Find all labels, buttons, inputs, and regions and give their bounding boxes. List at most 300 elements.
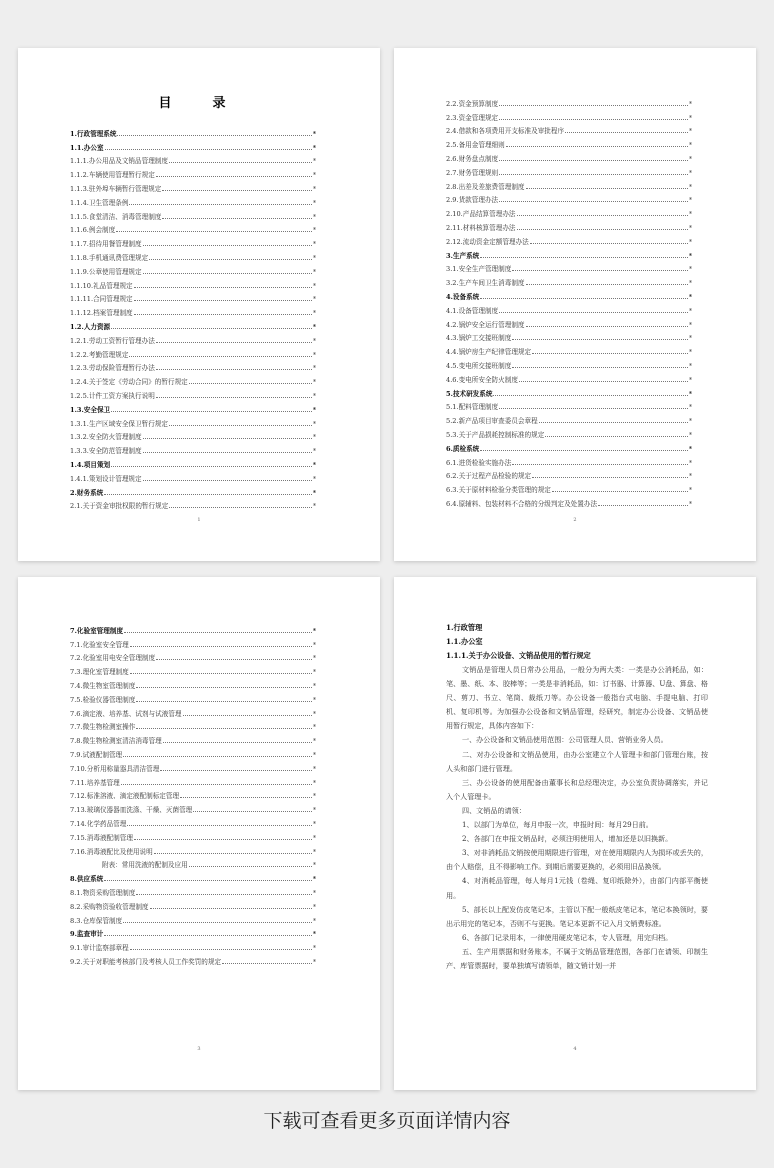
toc-marker: * [313,958,316,966]
toc-leader-dots [136,728,312,729]
toc-entry[interactable] [70,731,316,745]
toc-leader-dots [143,273,312,274]
toc-entry[interactable] [446,135,692,149]
toc-marker: * [689,431,692,439]
toc-marker: * [313,365,316,373]
toc-leader-dots [183,715,313,716]
toc-marker: * [689,473,692,481]
toc-marker: * [313,213,316,221]
toc-entry[interactable] [70,124,316,138]
toc-leader-dots [156,397,312,398]
toc-leader-dots [530,243,688,244]
toc-leader-dots [129,204,312,205]
toc-entry-text: 7.化验室管理制度 [70,626,124,635]
toc-entry-text: 1.4.项目策划 [70,460,111,469]
toc-marker: * [313,420,316,428]
toc-marker: * [313,392,316,400]
toc-leader-dots [124,632,312,633]
content-page-4 [394,577,756,1090]
toc-entry[interactable] [70,690,316,704]
paragraph: 四、文销品的请领： [462,805,526,815]
toc-leader-dots [150,908,312,909]
toc-leader-dots [111,411,312,412]
toc-marker: * [313,779,316,787]
toc-entry[interactable] [70,345,316,359]
toc-leader-dots [480,298,688,299]
toc-leader-dots [163,742,312,743]
toc-entry-text: 7.10.分析用称量器具清洁管理 [70,764,160,773]
toc-entry-text: 7.5.检验仪器管理制度 [70,695,136,704]
toc-entry[interactable] [70,207,316,221]
toc-entry[interactable] [70,842,316,856]
toc-entry-text: 7.2.化验室用电安全管理制度 [70,654,156,663]
toc-entry-text: 7.9.试液配制管理 [70,750,123,759]
toc-entry-text: 1.1.1.办公用品及文销品管理制度 [70,157,168,166]
toc-entry-text: 6.3.关于原材料检验分类管理的规定 [446,486,551,495]
toc-marker: * [689,349,692,357]
toc-marker: * [313,669,316,677]
toc-entry[interactable] [70,138,316,152]
toc-leader-dots [123,922,312,923]
toc-entry[interactable] [70,635,316,649]
toc-entry-text: 2.5.备用金管理细则 [446,141,505,150]
toc-entry[interactable] [70,193,316,207]
toc-leader-dots [480,257,688,258]
page-number: 2 [573,517,577,523]
toc-entry-text: 1.1.8.手机通讯费管理规定 [70,253,149,262]
toc-entry-text: 9.1.审计监察部章程 [70,944,129,953]
toc-marker: * [689,362,692,370]
toc-entry-text: 6.2.关于过程产品检验的规定 [446,472,532,481]
toc-leader-dots [104,494,312,495]
toc-entry[interactable] [446,177,692,191]
toc-marker: * [313,696,316,704]
toc-entry[interactable] [446,287,692,301]
toc-entry-text: 2.4.借款和各项费用开支标准及审批程序 [446,127,565,136]
toc-entry[interactable] [70,911,316,925]
toc-marker: * [313,765,316,773]
toc-entry-text: 1.3.安全保卫 [70,405,111,414]
toc-leader-dots [526,284,688,285]
paragraph: 1、以部门为单位，每月申报一次，申报时间：每月29日前。 [462,820,653,830]
toc-entry[interactable] [446,453,692,467]
toc-marker: * [689,100,692,108]
toc-marker: * [313,945,316,953]
toc-leader-dots [134,287,312,288]
toc-marker: * [689,266,692,274]
toc-entry-text: 2.9.货款管理办法 [446,196,499,205]
toc-marker: * [313,282,316,290]
toc-marker: * [313,185,316,193]
toc-entry[interactable] [446,398,692,412]
toc-marker: * [689,335,692,343]
toc-leader-dots [222,963,312,964]
toc-entry-text: 1.1.10.礼品管理规定 [70,281,133,290]
toc-entry[interactable] [70,290,316,304]
toc-entry[interactable] [70,925,316,939]
toc-entry[interactable] [446,467,692,481]
toc-entry-text: 1.1.3.驻外埠车辆暂行管理规定 [70,184,162,193]
toc-entry[interactable] [446,301,692,315]
toc-marker: * [313,641,316,649]
toc-marker: * [689,459,692,467]
toc-entry[interactable] [70,248,316,262]
toc-marker: * [313,724,316,732]
toc-marker: * [689,183,692,191]
toc-entry[interactable] [446,204,692,218]
toc-entry-text: 1.2.3.劳动保险管理暂行办法 [70,364,155,373]
toc-entry-text: 1.1.11.合同管理规定 [70,295,133,304]
toc-marker: * [312,627,316,635]
toc-leader-dots [526,188,688,189]
toc-leader-dots [134,300,312,301]
toc-entry-text: 4.5.变电所交接班制度 [446,361,512,370]
toc-leader-dots [545,436,688,437]
toc-entry-text: 6.4.原辅料、包装材料不合格的分级判定及处置办法 [446,499,598,508]
toc-leader-dots [136,894,312,895]
toc-entry-text: 1.2.2.考勤管理规定 [70,350,129,359]
toc-entry[interactable] [70,952,316,966]
toc-entry-text: 4.6.变电所安全防火制度 [446,375,518,384]
toc-leader-dots [532,353,688,354]
toc-leader-dots [154,853,312,854]
toc-entry[interactable] [446,494,692,508]
toc-entry-text: 7.11.培养基管理 [70,778,120,787]
toc-entry[interactable] [70,469,316,483]
toc-entry[interactable] [70,455,316,469]
toc-entry[interactable] [446,411,692,425]
toc-marker: * [689,321,692,329]
paragraph: 二、对办公设备和文销品使用，由办公室建立个人管理卡和部门管理台账，按人头和部门进行管理。 [446,749,708,773]
toc-leader-dots [129,356,312,357]
toc-marker: * [313,917,316,925]
toc-entry[interactable] [446,122,692,136]
toc-entry[interactable] [446,218,692,232]
toc-entry-text: 3.1.安全生产管理制度 [446,265,512,274]
toc-entry[interactable] [70,745,316,759]
paragraph: 6、各部门记录用本，一律使用硬皮笔记本，专人管理，用完归档。 [462,932,673,942]
toc-marker: * [313,268,316,276]
toc-marker: * [313,199,316,207]
toc-leader-dots [156,659,312,660]
toc-marker: * [689,376,692,384]
toc-entry[interactable] [446,342,692,356]
toc-entry-text: 2.10.产品结算管理办法 [446,210,516,219]
toc-leader-dots [598,505,688,506]
download-more-link[interactable]: 下载可查看更多页面详情内容 [263,1110,511,1132]
paragraphs [446,663,708,973]
toc-marker: * [313,793,316,801]
toc-leader-dots [123,756,312,757]
toc-leader-dots [499,105,688,106]
toc-entry-text: 2.7.财务管理规则 [446,168,499,177]
toc-leader-dots [539,422,688,423]
toc-entry[interactable] [446,163,692,177]
toc-marker: * [313,310,316,318]
paragraph: 4、对消耗品管理，每人每月1元钱（卷绳、复印纸除外），由部门内部平衡使用。 [446,876,708,900]
toc-entry[interactable] [446,439,692,453]
toc-entry[interactable] [446,94,692,108]
toc-leader-dots [143,452,312,453]
toc-entry[interactable] [70,621,316,635]
toc-entry-text: 7.6.滴定液、培养基、试剂与试液管理 [70,709,182,718]
toc-leader-dots [105,149,312,150]
toc-entry[interactable] [70,676,316,690]
toc-marker: * [312,323,316,331]
toc-entry[interactable] [70,414,316,428]
toc-marker: * [313,475,316,483]
toc-marker: * [688,390,692,398]
toc-entry-text: 7.12.标准溶液、滴定液配制标定管理 [70,792,180,801]
toc-entry[interactable] [70,773,316,787]
toc-marker: * [313,503,316,511]
toc-leader-dots [130,646,312,647]
toc-marker: * [689,155,692,163]
toc-entry[interactable] [446,260,692,274]
toc-entry[interactable] [70,759,316,773]
toc-marker: * [689,487,692,495]
toc-marker: * [313,807,316,815]
toc-marker: * [689,307,692,315]
toc-leader-dots [532,477,688,478]
toc-entry-text: 5.2.新产品项目审查委员会章程 [446,417,538,426]
toc-leader-dots [134,839,312,840]
toc-entry[interactable] [70,718,316,732]
toc-entry[interactable] [70,152,316,166]
paragraph: 5、部长以上配发仿皮笔记本，主管以下配一般纸皮笔记本，笔记本换领时，要出示用完的笔记本，否则不与更换。笔记本更新不记入月文销费标准。 [446,904,708,928]
toc-leader-dots [169,162,312,163]
toc-entry-text: 1.3.1.生产区域安全保卫暂行规定 [70,419,168,428]
toc-marker: * [688,252,692,260]
toc-entry[interactable] [446,108,692,122]
toc-leader-dots [136,701,312,702]
toc-marker: * [313,834,316,842]
toc-entry-text: 5.技术研发系统 [446,389,493,398]
toc-entry-text: 1.2.4.关于签定《劳动合同》的暂行规定 [70,378,188,387]
toc-entry-text: 1.2.1.劳动工资暂行管理办法 [70,336,155,345]
toc-entry-text: 1.1.5.食堂清洁、消毒管理制度 [70,212,162,221]
toc-entry[interactable] [446,370,692,384]
toc-list [70,124,316,510]
toc-entry[interactable] [70,800,316,814]
toc-entry[interactable] [446,149,692,163]
toc-marker: * [689,224,692,232]
toc-leader-dots [111,328,312,329]
toc-leader-dots [104,880,312,881]
toc-leader-dots [117,135,311,136]
toc-entry-text: 5.3.关于产品损耗控制标准的规定 [446,430,545,439]
toc-entry[interactable] [446,384,692,398]
toc-marker: * [313,241,316,249]
toc-entry-text: 7.3.理化室管理制度 [70,668,129,677]
toc-entry[interactable] [70,787,316,801]
toc-entry-text: 1.2.人力资源 [70,322,111,331]
toc-entry[interactable] [70,262,316,276]
toc-leader-dots [111,466,312,467]
toc-leader-dots [499,119,688,120]
page-number: 1 [197,517,201,523]
toc-entry[interactable] [70,400,316,414]
paragraph: 五、生产用票据和财务账本，不属于文销品管理范围，各部门在请领、印制生产、库管票据时，要单独填写请领单，随文销计划一并 [446,946,708,970]
toc-entry[interactable] [446,232,692,246]
section-heading: 1.1.1.关于办公设备、文销品使用的暂行规定 [446,651,591,660]
toc-leader-dots [143,480,312,481]
paragraph: 文销品是管理人员日常办公用品，一般分为两大类：一类是办公消耗品，如：笔、墨、纸、本、胶棒等；一类是非消耗品，如：订书器、计算器、U盘、算盘、格尺、剪刀、书立、笔筒、裁纸刀等。办公设备一般指台式电脑、手提电脑、打印机、复印机等。为加强办公设备和文销品管理，经研究，制定办公设备、文销品使用暂行规定，具体内容如下： [446,665,708,731]
toc-entry-text: 3.2.生产车间卫生消毒制度 [446,279,525,288]
toc-marker: * [313,738,316,746]
toc-marker: * [689,280,692,288]
toc-entry[interactable] [70,883,316,897]
toc-entry[interactable] [70,386,316,400]
toc-leader-dots [499,408,688,409]
toc-leader-dots [127,825,312,826]
toc-leader-dots [156,369,312,370]
toc-leader-dots [180,797,312,798]
toc-entry-text: 1.1.12.档案管理制度 [70,309,133,318]
toc-entry[interactable] [70,828,316,842]
toc-entry[interactable] [446,246,692,260]
page-number: 4 [573,1046,577,1052]
toc-entry-text: 1.2.5.计件工资方案执行说明 [70,391,155,400]
toc-marker: * [313,351,316,359]
toc-marker: * [312,461,316,469]
toc-marker: * [312,931,316,939]
toc-entry-text: 4.1.设备管理制度 [446,306,499,315]
toc-leader-dots [552,491,688,492]
toc-entry-text: 8.2.采购物资验收管理制度 [70,902,149,911]
toc-entry-text: 1.1.4.卫生管理条例 [70,198,129,207]
toc-marker: * [688,293,692,301]
toc-entry-text: 1.1.9.公章使用管理规定 [70,267,142,276]
toc-leader-dots [493,395,687,396]
toc-entry[interactable] [446,315,692,329]
toc-page-2 [394,48,756,561]
toc-marker: * [313,710,316,718]
toc-entry[interactable] [70,331,316,345]
toc-entry-text: 7.8.微生物检测室清洁消毒管理 [70,737,162,746]
toc-entry[interactable] [446,191,692,205]
toc-marker: * [313,848,316,856]
toc-entry-text: 1.1.7.招待用餐管理制度 [70,240,142,249]
toc-leader-dots [143,245,312,246]
toc-marker: * [689,418,692,426]
toc-marker: * [313,337,316,345]
toc-leader-dots [104,935,312,936]
toc-entry-text: 7.16.消毒液配比及使用说明 [70,847,153,856]
toc-marker: * [313,655,316,663]
toc-leader-dots [565,132,688,133]
toc-entry-text: 附表：常用洗液的配制及应用 [102,861,188,870]
toc-leader-dots [143,438,312,439]
toc-entry[interactable] [70,704,316,718]
toc-entry[interactable] [70,372,316,386]
toc-entry[interactable] [70,317,316,331]
toc-entry[interactable] [70,441,316,455]
toc-entry-text: 9.2.关于对职能考核部门及考核人员工作奖罚的规定 [70,957,222,966]
toc-entry[interactable] [70,165,316,179]
toc-entry[interactable] [70,234,316,248]
toc-marker: * [689,197,692,205]
toc-entry-text: 4.3.锅炉工交接班制度 [446,334,512,343]
toc-marker: * [312,489,316,497]
toc-entry[interactable] [70,221,316,235]
toc-entry[interactable] [446,329,692,343]
toc-entry[interactable] [446,425,692,439]
toc-marker: * [312,130,316,138]
toc-leader-dots [121,784,312,785]
toc-entry-text: 9.监查审计 [70,930,104,939]
toc-marker: * [689,114,692,122]
toc-marker: * [313,227,316,235]
toc-entry[interactable] [70,359,316,373]
toc-leader-dots [130,673,312,674]
toc-entry-text: 4.4.锅炉房生产纪律管理规定 [446,348,532,357]
toc-entry[interactable] [70,497,316,511]
toc-list [70,621,316,966]
toc-entry-text: 2.8.出差及差旅费管理制度 [446,182,525,191]
paragraph: 3、对非消耗品文销按使用期限进行管理，对在使用期限内人为损坏或丢失的，由个人赔偿，且不得影响工作。到期后需要更换的，必须用旧品换领。 [446,848,708,872]
toc-entry-text: 2.2.资金预算制度 [446,99,499,108]
toc-leader-dots [526,326,688,327]
toc-entry[interactable] [70,869,316,883]
toc-entry[interactable] [70,938,316,952]
toc-leader-dots [116,231,312,232]
toc-entry-text: 2.12.流动资金定额管理办法 [446,237,529,246]
toc-leader-dots [189,383,312,384]
toc-leader-dots [499,174,688,175]
toc-leader-dots [136,687,312,688]
toc-entry[interactable] [70,814,316,828]
toc-entry[interactable] [70,483,316,497]
toc-entry-text: 1.3.3.安全防范管理制度 [70,447,142,456]
toc-entry[interactable] [70,428,316,442]
toc-title: 目 录 [158,96,240,111]
toc-entry-text: 2.1.关于资金审批权限的暂行规定 [70,502,169,511]
toc-entry[interactable] [446,480,692,494]
toc-entry[interactable] [70,303,316,317]
toc-marker: * [313,682,316,690]
toc-entry-text: 6.1.进货检验实施办法 [446,458,512,467]
toc-entry[interactable] [70,897,316,911]
toc-leader-dots [512,339,688,340]
toc-entry-text: 8.3.仓库保管制度 [70,916,123,925]
toc-entry-text: 7.1.化验室安全管理 [70,640,129,649]
toc-entry[interactable] [70,856,316,870]
toc-entry-text: 2.3.资金管理规定 [446,113,499,122]
toc-marker: * [689,128,692,136]
toc-leader-dots [517,215,688,216]
toc-entry[interactable] [70,649,316,663]
toc-entry[interactable] [446,356,692,370]
toc-leader-dots [193,811,312,812]
toc-leader-dots [517,229,688,230]
toc-entry-text: 7.15.消毒液配制管理 [70,833,133,842]
toc-list [446,94,692,508]
toc-marker: * [313,889,316,897]
toc-leader-dots [149,259,312,260]
toc-entry[interactable] [70,276,316,290]
toc-leader-dots [519,381,688,382]
section-heading: 1.1.办公室 [446,637,483,646]
toc-entry[interactable] [70,662,316,676]
toc-entry-text: 8.1.物资采购管理制度 [70,888,136,897]
toc-entry-text: 1.4.1.策划设计管理规定 [70,474,142,483]
toc-entry[interactable] [446,273,692,287]
toc-leader-dots [156,176,312,177]
toc-leader-dots [506,146,688,147]
toc-entry[interactable] [70,179,316,193]
toc-leader-dots [162,218,312,219]
